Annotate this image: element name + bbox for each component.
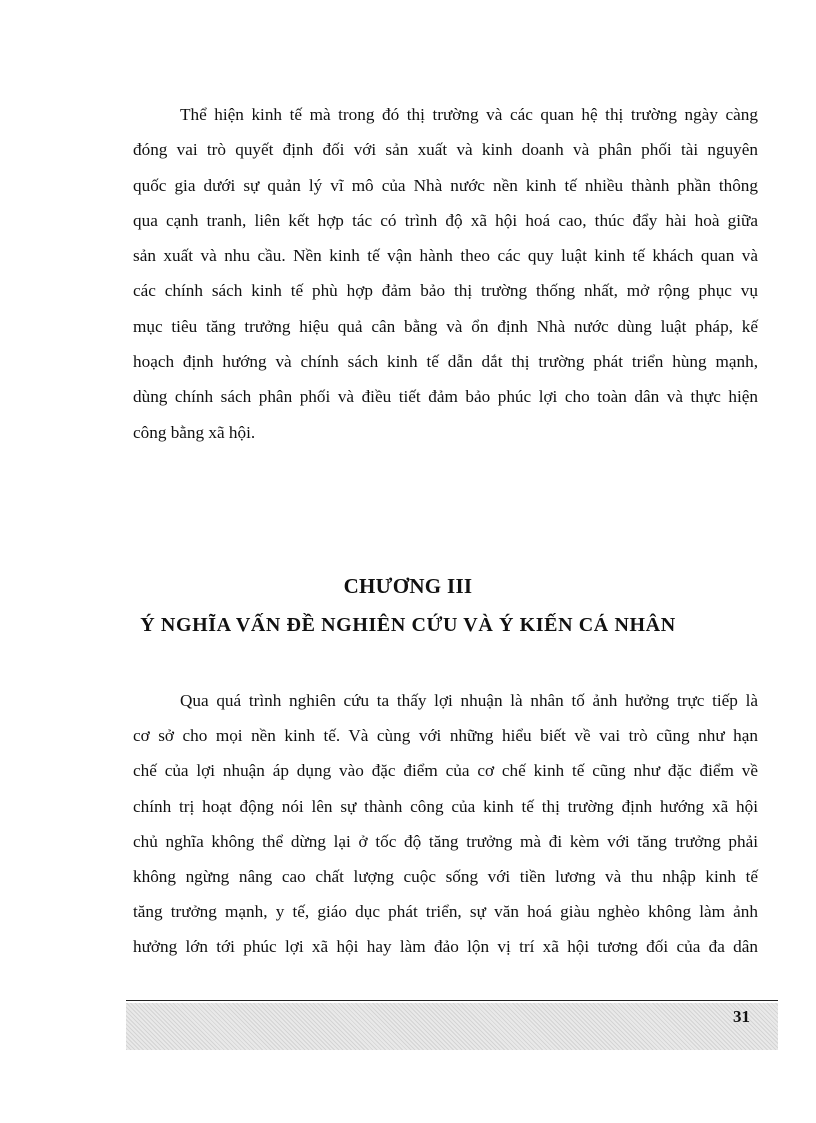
paragraph-line: chủ nghĩa không thể dừng lại ở tốc độ tăng trưởng mà đi kèm với tăng trưởng phải [133,831,758,851]
paragraph-line: chế của lợi nhuận áp dụng vào đặc điểm của cơ chế kinh tế cũng như đặc điểm về [133,761,758,781]
paragraph-line: dùng chính sách phân phối và điều tiết đảm bảo phúc lợi cho toàn dân và thực hiện [133,387,758,407]
paragraph-line: sản xuất và nhu cầu. Nền kinh tế vận hành theo các quy luật kinh tế khách quan và [133,246,758,266]
chapter-title: Ý NGHĨA VẤN ĐỀ NGHIÊN CỨU VÀ Ý KIẾN CÁ NHÂN [140,614,676,636]
paragraph-line: chính trị hoạt động nói lên sự thành công của kinh tế thị trường định hướng xã hội [133,796,758,816]
paragraph-line: Thể hiện kinh tế mà trong đó thị trường và các quan hệ thị trường ngày càng [180,105,758,124]
footer-divider [126,1000,778,1001]
paragraph-line: quốc gia dưới sự quản lý vĩ mô của Nhà nước nền kinh tế nhiều thành phần thông [133,175,758,195]
paragraph-line: cơ sở cho mọi nền kinh tế. Và cùng với những hiểu biết về vai trò cũng như hạn [133,726,758,746]
paragraph-research-significance [133,683,758,965]
paragraph-line: Qua quá trình nghiên cứu ta thấy lợi nhuận là nhân tố ảnh hưởng trực tiếp là [180,691,758,710]
page-number: 31 [733,1007,750,1026]
paragraph-line: đóng vai trò quyết định đối với sản xuất và kinh doanh và phân phối tài nguyên [133,140,758,160]
paragraph-line: hoạch định hướng và chính sách kinh tế dẫn dắt thị trường phát triển hùng mạnh, [133,352,758,372]
paragraph-line: các chính sách kinh tế phù hợp đảm bảo thị trường thống nhất, mở rộng phục vụ [133,281,758,301]
paragraph-line: hưởng lớn tới phúc lợi xã hội hay làm đảo lộn vị trí xã hội tương đối của đa dân [133,937,758,957]
paragraph-line: tăng trưởng mạnh, y tế, giáo dục phát triển, sự văn hoá giàu nghèo không làm ảnh [133,902,758,922]
page-footer [126,1003,778,1050]
paragraph-line: công bằng xã hội. [133,422,256,442]
chapter-number: CHƯƠNG III [343,574,473,598]
paragraph-line: không ngừng nâng cao chất lượng cuộc sống với tiền lương và thu nhập kinh tế [133,867,758,887]
paragraph-line: qua cạnh tranh, liên kết hợp tác có trình độ xã hội hoá cao, thúc đẩy hài hoà giữa [133,210,758,230]
paragraph-economy-definition [133,97,758,450]
paragraph-line: mục tiêu tăng trưởng hiệu quả cân bằng và ổn định Nhà nước dùng luật pháp, kế [133,316,758,336]
